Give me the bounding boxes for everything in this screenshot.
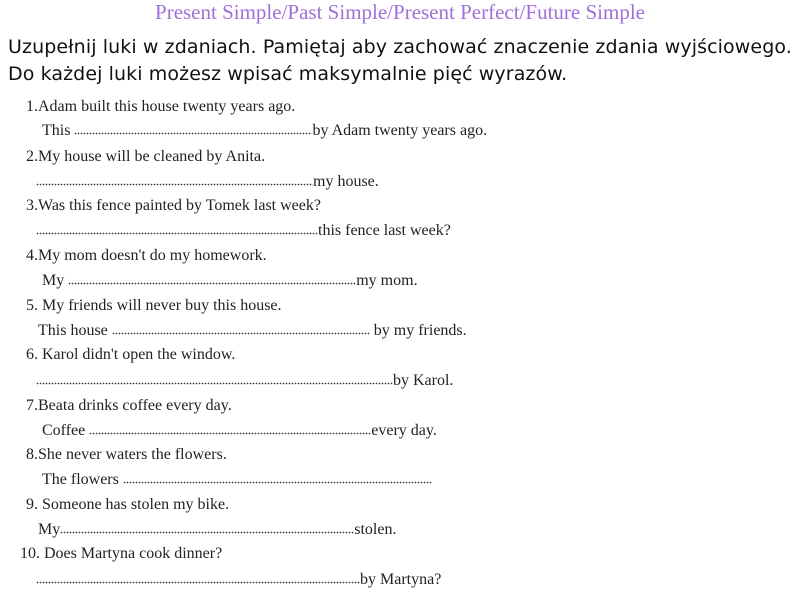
- item-9-sentence: [26, 495, 229, 515]
- item-8-sentence: [26, 445, 227, 465]
- instructions: Uzupełnij luki w zdaniach. Pamiętaj aby zachować znaczenie zdania wyjściowego. Do każdej luki możesz wpisać maksymalnie pięć wyrazów.: [8, 36, 792, 85]
- answer-blank[interactable]: [36, 174, 313, 186]
- item-9-answer: [38, 520, 396, 540]
- item-number: 8.: [26, 446, 38, 463]
- answer-suffix: by Martyna?: [360, 571, 442, 588]
- item-10-sentence: [20, 544, 222, 564]
- answer-suffix: my house.: [313, 173, 379, 190]
- item-8-answer: [42, 470, 432, 490]
- answer-suffix: by Karol.: [393, 372, 454, 389]
- item-7-sentence: [26, 396, 232, 416]
- item-number: 3.: [26, 197, 38, 214]
- answer-suffix: this fence last week?: [318, 222, 451, 239]
- item-3-sentence: [26, 196, 321, 216]
- item-4-sentence: [26, 246, 267, 266]
- source-sentence: Someone has stolen my bike.: [42, 496, 230, 513]
- source-sentence: My mom doesn't do my homework.: [38, 247, 267, 264]
- item-number: 10.: [20, 545, 40, 562]
- item-5-sentence: [26, 296, 282, 316]
- item-2-sentence: [26, 147, 265, 167]
- item-3-answer: [36, 221, 451, 241]
- answer-prefix: Coffee: [42, 422, 86, 439]
- item-number: 7.: [26, 397, 38, 414]
- answer-blank[interactable]: [123, 472, 432, 484]
- source-sentence: My friends will never buy this house.: [42, 297, 282, 314]
- answer-suffix: my mom.: [356, 272, 418, 289]
- item-number: 6.: [26, 346, 38, 363]
- item-6-sentence: [26, 345, 235, 365]
- source-sentence: Adam built this house twenty years ago.: [38, 98, 296, 115]
- item-6-answer: [36, 371, 453, 391]
- answer-blank[interactable]: [36, 223, 318, 235]
- answer-blank[interactable]: [74, 123, 312, 135]
- answer-prefix: This house: [38, 322, 108, 339]
- source-sentence: Was this fence painted by Tomek last week?: [38, 197, 321, 214]
- answer-prefix: The flowers: [42, 471, 119, 488]
- source-sentence: Karol didn't open the window.: [42, 346, 236, 363]
- answer-blank[interactable]: [112, 323, 370, 335]
- answer-suffix: stolen.: [354, 521, 397, 538]
- answer-blank[interactable]: [36, 373, 393, 385]
- item-4-answer: [42, 271, 418, 291]
- item-7-answer: [42, 421, 437, 441]
- answer-suffix: by my friends.: [373, 322, 467, 339]
- item-10-answer: [36, 570, 441, 590]
- answer-blank[interactable]: [60, 522, 354, 534]
- item-number: 1.: [26, 98, 38, 115]
- source-sentence: Does Martyna cook dinner?: [44, 545, 223, 562]
- answer-suffix: every day.: [371, 422, 437, 439]
- answer-prefix: My: [38, 521, 61, 538]
- item-5-answer: [38, 321, 467, 341]
- source-sentence: She never waters the flowers.: [38, 446, 227, 463]
- answer-prefix: This: [42, 122, 71, 139]
- item-2-answer: [36, 172, 379, 192]
- answer-blank[interactable]: [68, 273, 356, 285]
- source-sentence: Beata drinks coffee every day.: [38, 397, 232, 414]
- worksheet-title: Present Simple/Past Simple/Present Perfect/Future Simple: [155, 0, 645, 24]
- item-1-sentence: [26, 97, 295, 117]
- answer-blank[interactable]: [89, 423, 371, 435]
- source-sentence: My house will be cleaned by Anita.: [38, 148, 266, 165]
- item-number: 5.: [26, 297, 38, 314]
- answer-prefix: My: [42, 272, 65, 289]
- answer-blank[interactable]: [36, 572, 360, 584]
- item-number: 4.: [26, 247, 38, 264]
- item-1-answer: [42, 121, 487, 141]
- item-number: 9.: [26, 496, 38, 513]
- answer-suffix: by Adam twenty years ago.: [312, 122, 488, 139]
- item-number: 2.: [26, 148, 38, 165]
